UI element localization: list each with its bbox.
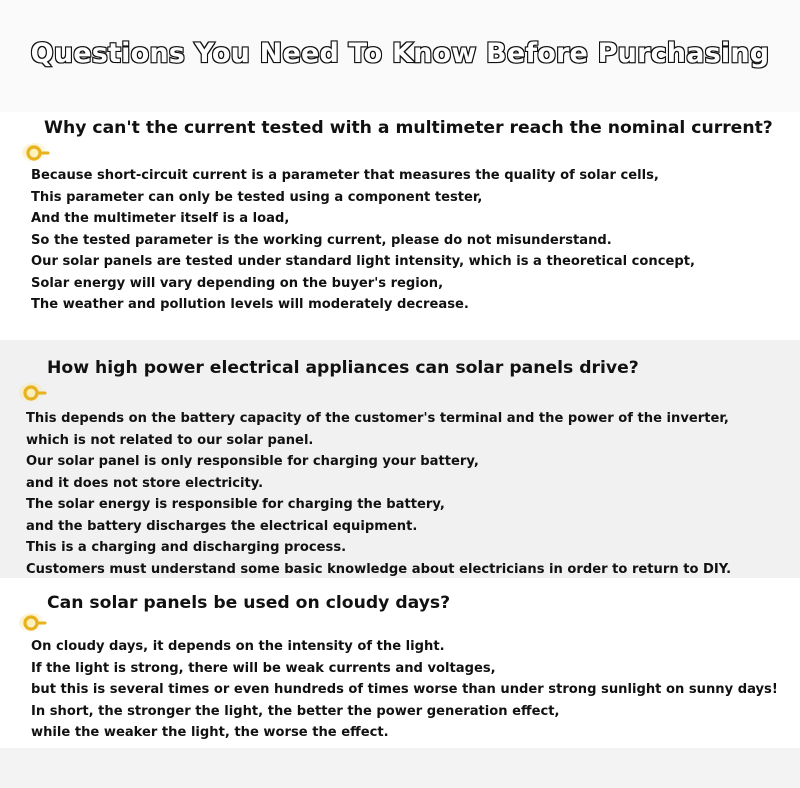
- answer-line: but this is several times or even hundreds of times worse than under strong sunlight on sunny days!: [31, 682, 778, 697]
- answer-line: In short, the stronger the light, the better the power generation effect,: [31, 703, 560, 719]
- gold-ring-bullet-icon: [19, 612, 49, 634]
- faq-answer-3: [31, 636, 778, 744]
- answer-line: Solar energy will vary depending on the buyer's region,: [31, 275, 444, 291]
- answer-line: Our solar panel is only responsible for charging your battery,: [26, 454, 479, 469]
- answer-line: Our solar panels are tested under standard light intensity, which is a theoretical concept,: [31, 254, 695, 269]
- answer-line: which is not related to our solar panel.: [26, 432, 314, 448]
- answer-line: So the tested parameter is the working current, please do not misunderstand.: [31, 232, 612, 248]
- answer-line: On cloudy days, it depends on the intensity of the light.: [31, 639, 445, 654]
- answer-line: Customers must understand some basic knowledge about electricians in order to return to DIY.: [26, 561, 732, 577]
- section-band-footer: [0, 748, 800, 788]
- answer-line: and it does not store electricity.: [26, 475, 264, 491]
- faq-question-3: Can solar panels be used on cloudy days?: [47, 593, 451, 613]
- answer-line: This parameter can only be tested using a component tester,: [31, 189, 483, 205]
- answer-line: and the battery discharges the electrical equipment.: [26, 518, 418, 534]
- gold-ring-bullet-icon: [22, 142, 52, 164]
- answer-line: This is a charging and discharging process.: [26, 540, 347, 555]
- faq-answer-2: [26, 408, 731, 580]
- answer-line: If the light is strong, there will be weak currents and voltages,: [31, 660, 496, 676]
- faq-answer-1: [31, 165, 695, 316]
- answer-line: while the weaker the light, the worse the effect.: [31, 725, 389, 740]
- answer-line: And the multimeter itself is a load,: [31, 211, 290, 226]
- answer-line: Because short-circuit current is a parameter that measures the quality of solar cells,: [31, 168, 659, 183]
- answer-line: The weather and pollution levels will moderately decrease.: [31, 297, 469, 312]
- answer-line: This depends on the battery capacity of the customer's terminal and the power of the inverter,: [26, 411, 729, 426]
- answer-line: The solar energy is responsible for charging the battery,: [26, 497, 445, 512]
- gold-ring-bullet-icon: [19, 382, 49, 404]
- page-title: Questions You Need To Know Before Purchasing: [30, 38, 770, 69]
- faq-question-2: How high power electrical appliances can solar panels drive?: [47, 358, 639, 378]
- faq-question-1: Why can't the current tested with a multimeter reach the nominal current?: [44, 118, 773, 138]
